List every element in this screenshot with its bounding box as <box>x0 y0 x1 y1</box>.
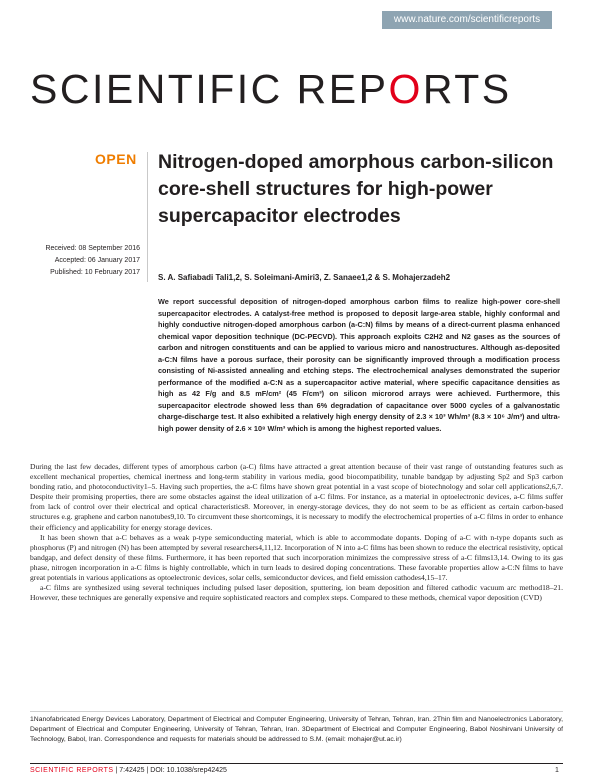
open-access-label: OPEN <box>95 151 137 167</box>
accepted-date: Accepted: 06 January 2017 <box>54 257 140 264</box>
journal-masthead <box>30 66 570 113</box>
affiliations: 1Nanofabricated Energy Devices Laboratory, Department of Electrical and Computer Engineering, University of Tehran, Tehran, Iran. 2Thin film and Nanoelectronics Laboratory, Department of Electrical and Computer Engineering, University of Tehran, Tehran, Iran. 3Department of Electrical and Computer Engineering, Babol Noshirvani University of Technology, Babol, Iran. Correspondence and requests for materials should be addressed to S.M. (email: mohajer@ut.ac.ir) <box>30 716 563 743</box>
article-dates <box>20 243 140 279</box>
page-number: 1 <box>555 767 559 774</box>
footer-journal: SCIENTIFIC REPORTS <box>30 767 114 774</box>
title-divider <box>147 152 148 282</box>
body-paragraph: During the last few decades, different types of amorphous carbon (a-C) films have attracted a great attention because of their vast range of outstanding features such as excellent mechanical properties, chemical inertness and long-term stability in various media, good biocompatibility, tunable bandgap by adjusting Sp2 and Sp3 carbon bonding ratio, and photoconductivity1–5. Having such properties, the a-C films have shown great potential in a vast scope of biotechnology and solar cell applications2,6,7. Despite their promising properties, there are some obstacles against the ideal utilization of a-C films. For instance, as a material in optoelectronic devices, a-C films suffer from lack of control over their electrical and optical characteristics8. Moreover, in energy-storage devices, they do not seem to be as efficient as certain carbon-based structures e.g. graphene and carbon nanotubes9,10. To circumvent these shortcomings, it is necessary to modify the electrochemical properties of a-C films in order to enhance their efficiency and applicability for energy storage devices. <box>30 462 563 532</box>
author-list: S. A. Safiabadi Tali1,2, S. Soleimani-Amiri3, Z. Sanaee1,2 & S. Mohajerzadeh2 <box>158 273 451 282</box>
footer-divider <box>30 763 563 764</box>
journal-name-o: O <box>388 66 423 112</box>
footer-doi[interactable]: | 7:42425 | DOI: 10.1038/srep42425 <box>113 767 227 774</box>
published-date: Published: 10 February 2017 <box>50 269 140 276</box>
affiliation-divider <box>30 711 563 712</box>
body-text <box>30 462 563 603</box>
journal-name-start: SCIENTIFIC REP <box>30 66 389 112</box>
journal-name-end: RTS <box>422 66 512 112</box>
body-paragraph: a-C films are synthesized using several techniques including pulsed laser deposition, sputtering, ion beam deposition and filtered cathodic vacuum arc method18–21. However, these techniques are generally expensive and require sophisticated reactors and complex steps. Compared to these methods, chemical vapor deposition (CVD) <box>30 583 563 603</box>
footer-citation <box>30 767 227 774</box>
article-title: Nitrogen-doped amorphous carbon-silicon core-shell structures for high-power supercapacitor electrodes <box>158 151 554 227</box>
body-paragraph: It has been shown that a-C behaves as a weak p-type semiconducting material, which is able to accommodate dopants. Doping of a-C with n-type dopants such as phosphorus (P) and nitrogen (N) has been attempted by several researchers4,11,12. Incorporation of N into a-C films has been shown to reduce the electrical resistivity, optical bandgap, and defect density of these films. Furthermore, it has been reported that such incorporation minimizes the compressive stress of a-C films13,14. Owing to its gas phase, nitrogen incorporation in a-C films is highly controllable, which in turn leads to desired doping concentrations. These favorable properties allow a-C:N films to have great potentials in various applications as optoelectronic devices, solar cells, semiconductor devices, and field emission cathodes4,15–17. <box>30 532 563 583</box>
received-date: Received: 08 September 2016 <box>45 245 140 252</box>
abstract: We report successful deposition of nitrogen-doped amorphous carbon films to realize high-power core-shell supercapacitor electrodes. A catalyst-free method is proposed to deposit large-area stable, highly conformal and highly conductive nitrogen-doped amorphous carbon (a-C:N) films by means of a direct-current plasma enhanced chemical vapor deposition technique (DC-PECVD). This approach exploits C2H2 and N2 gases as the sources of carbon and nitrogen constituents and can be applied to various micro and nanostructures. Although as-deposited a-C:N films have a porous surface, their porosity can be significantly improved through a modification process consisting of Ni-assisted annealing and etching steps. The electrochemical analyses demonstrated the superior performance of the modified a-C:N as a supercapacitor active material, where specific capacitance densities as high as 42 F/g and 8.5 mF/cm² (45 F/cm³) on silicon microrod arrays were achieved. Furthermore, this supercapacitor electrode showed less than 6% degradation of capacitance over 5000 cycles of a galvanostatic charge-discharge test. It also exhibited a relatively high energy density of 2.3 × 10³ Wh/m³ (8.3 × 10⁶ J/m³) and ultra-high power density of 2.6 × 10⁸ W/m³ which is among the highest reported values. <box>158 297 560 433</box>
journal-url-banner[interactable]: www.nature.com/scientificreports <box>382 11 552 29</box>
